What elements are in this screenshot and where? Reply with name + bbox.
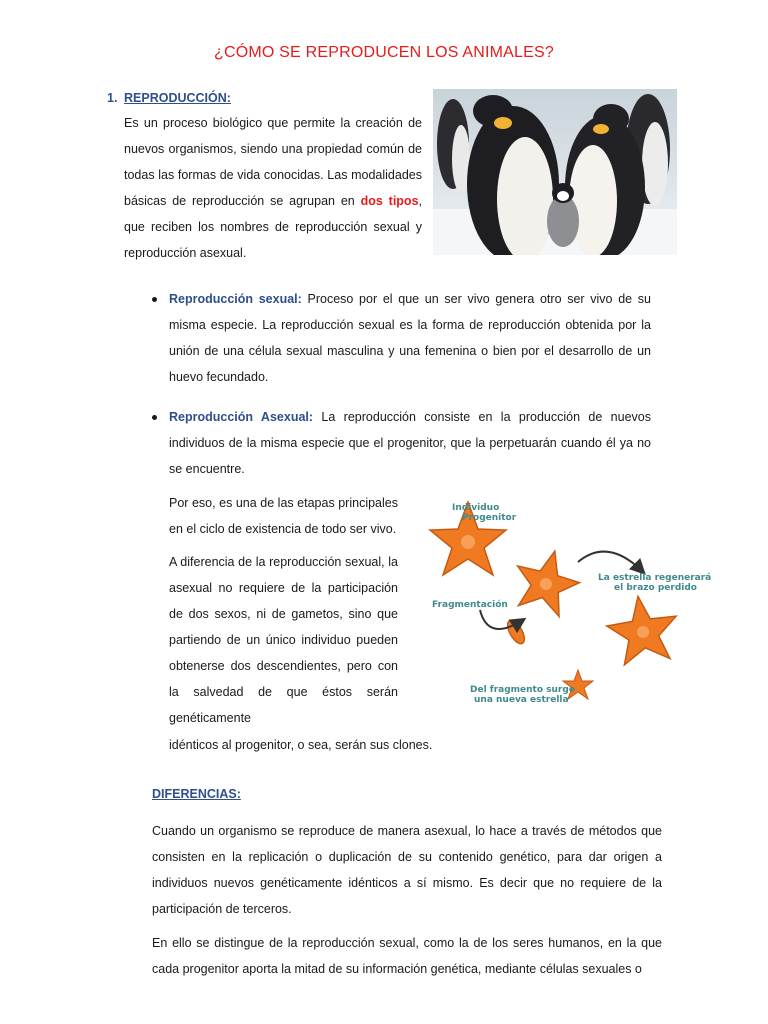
page-title: ¿CÓMO SE REPRODUCEN LOS ANIMALES? xyxy=(213,44,554,61)
bullet-label-sexual: Reproducción sexual: xyxy=(169,292,302,306)
asexual-paragraph-2: A diferencia de la reproducción sexual, la asexual no requiere de la participación de dos sexos, ni de gametos, sino que partiendo de un único individuo pueden obtenerse dos descendientes, pero con la salvedad de que éstos serán genéticamente xyxy=(169,555,398,725)
intro-paragraph xyxy=(124,110,422,266)
arrow-regeneration xyxy=(578,552,643,572)
starfish-diagram xyxy=(428,492,728,712)
bullet-text-sexual: Proceso por el que un ser vivo genera otro ser vivo de su misma especie. La reproducción sexual es la forma de reproducción obtenida por la unión de una célula sexual masculina y una femenina o bien por el desarrollo de un huevo fecundado. xyxy=(169,292,651,384)
section-heading-reproduccion: REPRODUCCIÓN: xyxy=(124,91,231,105)
diferencias-paragraph-1: Cuando un organismo se reproduce de manera asexual, lo hace a través de métodos que consisten en la replicación o duplicación de su contenido genético, para dar origen a individuos nuevos genéticamente idénticos a sí mismo. Es decir que no requiere de la participación de terceros. xyxy=(152,824,662,916)
label-fragmento-2: una nueva estrella xyxy=(474,695,569,705)
bullet-label-asexual: Reproducción Asexual: xyxy=(169,410,314,424)
intro-highlight: dos tipos xyxy=(360,194,419,208)
penguins-photo xyxy=(433,89,677,255)
bullet-marker xyxy=(152,415,157,420)
bullet-text-asexual: La reproducción consiste en la producción de nuevos individuos de la misma especie que el progenitor, que la perpetuarán cuando él ya no se encuentre. xyxy=(169,410,651,476)
label-progenitor-2: Progenitor xyxy=(462,513,517,523)
section-number: 1. xyxy=(107,91,118,105)
starfish-arm-fragment xyxy=(504,618,527,647)
diferencias-paragraph-2: En ello se distingue de la reproducción sexual, como la de los seres humanos, en la que cada progenitor aporta la mitad de su información genética, mediante células sexuales o xyxy=(152,936,662,976)
label-fragmento-1: Del fragmento surge xyxy=(470,685,575,695)
bullet-marker xyxy=(152,297,157,302)
label-fragmentacion: Fragmentación xyxy=(432,600,508,610)
penguins-illustration xyxy=(433,89,677,255)
section-heading-diferencias: DIFERENCIAS: xyxy=(152,787,241,801)
starfish-fragmentation-figure xyxy=(428,492,728,712)
bullet-sexual xyxy=(169,286,651,390)
intro-text-start: Es un proceso biológico que permite la creación de nuevos organismos, siendo una propiedad común de todas las formas de vida conocidas. Las modalidades básicas de reproducción se agrupan en xyxy=(124,116,422,208)
starfish-fragmented xyxy=(508,543,586,619)
asexual-paragraph-1: Por eso, es una de las etapas principales en el ciclo de existencia de todo ser vivo. xyxy=(169,496,398,536)
intro-text-end: , que reciben los nombres de reproducción sexual y reproducción asexual. xyxy=(124,194,423,260)
label-regenera-2: el brazo perdido xyxy=(614,583,697,593)
asexual-paragraph-2-end: idénticos al progenitor, o sea, serán sus clones. xyxy=(169,738,433,752)
starfish-regenerated xyxy=(603,591,682,666)
label-regenera-1: La estrella regenerará xyxy=(598,573,712,583)
label-progenitor-1: Individuo xyxy=(452,503,500,513)
bullet-asexual xyxy=(169,404,651,482)
